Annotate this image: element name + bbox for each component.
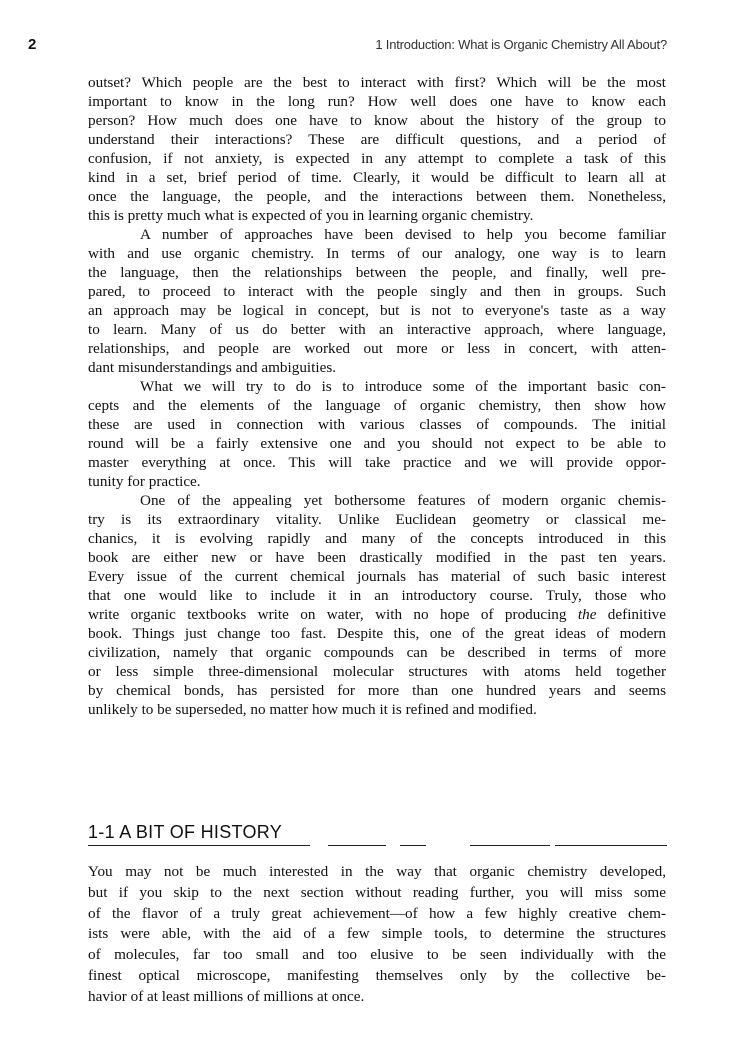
- text-line: confusion, if not anxiety, is expected in any attempt to complete a task of this: [88, 150, 666, 167]
- text-line: person? How much does one have to know about the history of the group to: [88, 112, 666, 129]
- text-line: cepts and the elements of the language of organic chemistry, then show how: [88, 397, 666, 414]
- text-line: What we will try to do is to introduce some of the important basic con-: [140, 378, 666, 395]
- text-line: tunity for practice.: [88, 473, 201, 490]
- heading-rule: [470, 845, 550, 846]
- text-line: that one would like to include it in an introductory course. Truly, those who: [88, 587, 666, 604]
- section-heading: 1-1 A BIT OF HISTORY: [88, 822, 283, 842]
- text-line: A number of approaches have been devised to help you become familiar: [140, 226, 666, 243]
- text-line: write organic textbooks write on water, with no hope of producing the definitive: [88, 606, 667, 623]
- heading-rule: [555, 845, 667, 846]
- text-line: an approach may be logical in concept, but is not to everyone's taste as a way: [88, 302, 666, 319]
- text-line: civilization, namely that organic compounds can be described in terms of more: [88, 644, 666, 661]
- text-line: this is pretty much what is expected of you in learning organic chemistry.: [88, 207, 534, 224]
- section-text: [88, 862, 666, 1008]
- text-line: by chemical bonds, has persisted for more than one hundred years and seems: [88, 682, 666, 699]
- text-line: finest optical microscope, manifesting themselves only by the collective be-: [88, 966, 666, 984]
- text-line: the language, then the relationships between the people, and finally, well pre-: [88, 264, 666, 281]
- text-line: unlikely to be superseded, no matter how much it is refined and modified.: [88, 701, 537, 718]
- text-line: One of the appealing yet bothersome features of modern organic chemis-: [140, 492, 666, 509]
- text-line: important to know in the long run? How well does one have to know each: [88, 93, 666, 110]
- text-line: these are used in connection with various classes of compounds. The initial: [88, 416, 666, 433]
- heading-rule: [400, 845, 426, 846]
- text-line: of molecules, far too small and too elusive to be seen individually with the: [88, 946, 666, 964]
- text-line: but if you skip to the next section without reading further, you will miss some: [88, 883, 666, 901]
- running-head: 1 Introduction: What is Organic Chemistry All About?: [375, 37, 667, 52]
- text-line: You may not be much interested in the way that organic chemistry developed,: [88, 863, 666, 880]
- main-text: [88, 73, 666, 719]
- text-line: master everything at once. This will take practice and we will provide oppor-: [88, 454, 666, 471]
- text-line: book. Things just change too fast. Despite this, one of the great ideas of modern: [88, 625, 666, 642]
- text-line: or less simple three-dimensional molecular structures with atoms held together: [88, 663, 666, 680]
- text-line: outset? Which people are the best to interact with first? Which will be the most: [88, 74, 666, 91]
- heading-rule: [88, 845, 310, 846]
- text-line: once the language, the people, and the interactions between them. Nonetheless,: [88, 188, 666, 205]
- heading-rule: [328, 845, 386, 846]
- text-line: to learn. Many of us do better with an interactive approach, where language,: [88, 321, 666, 338]
- text-line: try is its extraordinary vitality. Unlike Euclidean geometry or classical me-: [88, 511, 666, 528]
- text-line: of the flavor of a truly great achievement—of how a few highly creative chem-: [88, 904, 666, 922]
- text-line: with and use organic chemistry. In terms of our analogy, one way is to learn: [88, 245, 666, 262]
- text-line: pared, to proceed to interact with the people singly and then in groups. Such: [88, 283, 666, 300]
- text-line: dant misunderstandings and ambiguities.: [88, 359, 337, 376]
- text-line: Every issue of the current chemical journals has material of such basic interest: [88, 568, 666, 585]
- text-line: book are either new or have been drastically modified in the past ten years.: [88, 549, 666, 566]
- text-line: understand their interactions? These are difficult questions, and a period of: [88, 131, 666, 148]
- text-line: ists were able, with the aid of a few simple tools, to determine the structures: [88, 925, 666, 943]
- text-line: kind in a set, brief period of time. Clearly, it would be difficult to learn all at: [88, 169, 666, 186]
- text-line: relationships, and people are worked out more or less in concert, with atten-: [88, 340, 666, 357]
- text-line: havior of at least millions of millions at once.: [88, 987, 365, 1005]
- text-line: chanics, it is evolving rapidly and many of the concepts introduced in this: [88, 530, 666, 547]
- page-number: 2: [28, 36, 37, 53]
- text-line: round will be a fairly extensive one and you should not expect to be able to: [88, 435, 666, 452]
